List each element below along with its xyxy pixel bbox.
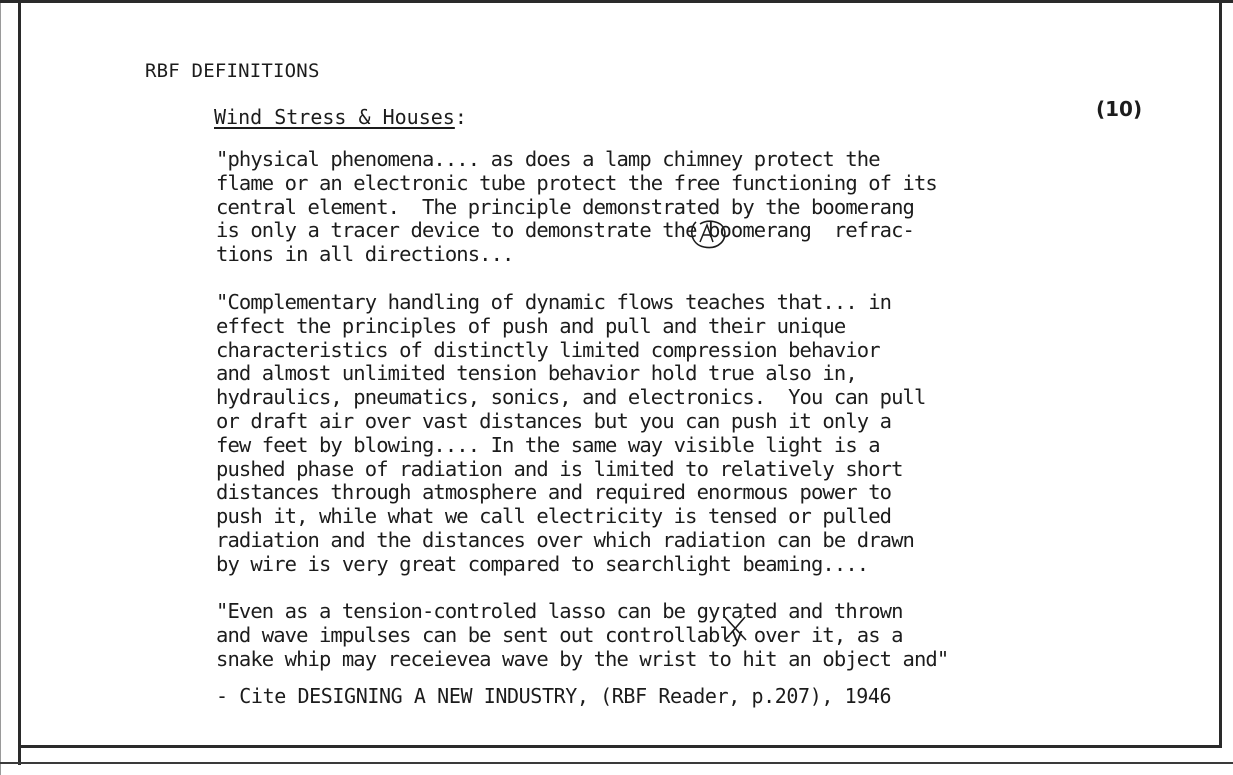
frame-top-border xyxy=(0,0,1233,3)
quote-paragraph-2 xyxy=(216,291,925,577)
quote-line: characteristics of distinctly limited compression behavior xyxy=(216,337,880,362)
citation-line: - Cite DESIGNING A NEW INDUSTRY, (RBF Reader, p.207), 1946 xyxy=(216,684,892,708)
page-title: RBF DEFINITIONS xyxy=(145,60,320,82)
section-heading xyxy=(214,105,467,129)
quote-line: is only a tracer device to demonstrate the boomerang refrac- xyxy=(216,218,914,243)
frame-right-border xyxy=(1219,0,1222,748)
quote-line: radiation and the distances over which radiation can be drawn xyxy=(216,527,914,552)
frame-outer-bottom-border xyxy=(0,762,1233,764)
quote-line: or draft air over vast distances but you can push it only a xyxy=(216,408,892,433)
quote-line: by wire is very great compared to searchlight beaming.... xyxy=(216,551,869,576)
quote-line: "Even as a tension-controled lasso can be gyrated and thrown xyxy=(216,599,903,623)
quote-line: snake whip may receievea wave by the wrist to hit an object and" xyxy=(216,646,949,671)
quote-line: central element. The principle demonstrated by the boomerang xyxy=(216,194,914,219)
section-heading-colon: : xyxy=(454,105,467,129)
quote-line: and almost unlimited tension behavior hold true also in, xyxy=(216,361,857,386)
quote-paragraph-1 xyxy=(216,148,937,267)
quote-line: "physical phenomena.... as does a lamp chimney protect the xyxy=(216,147,880,171)
frame-left-border xyxy=(18,0,21,765)
quote-line: tions in all directions... xyxy=(216,242,514,267)
frame-bottom-border xyxy=(18,745,1222,748)
quote-paragraph-3 xyxy=(216,600,948,671)
outer-edge-line xyxy=(0,0,1,775)
quote-line: hydraulics, pneumatics, sonics, and electronics. You can pull xyxy=(216,385,926,410)
quote-line: distances through atmosphere and required enormous power to xyxy=(216,480,892,505)
quote-line: and wave impulses can be sent out controllably over it, as a xyxy=(216,622,903,647)
quote-line: pushed phase of radiation and is limited to relatively short xyxy=(216,456,903,481)
page-number: (10) xyxy=(1096,97,1143,121)
quote-line: "Complementary handling of dynamic flows teaches that... in xyxy=(216,290,892,314)
quote-line: push it, while what we call electricity is tensed or pulled xyxy=(216,504,892,529)
section-heading-text: Wind Stress & Houses xyxy=(214,105,455,129)
quote-line: effect the principles of push and pull and their unique xyxy=(216,313,846,338)
quote-line: flame or an electronic tube protect the free functioning of its xyxy=(216,170,937,195)
quote-line: few feet by blowing.... In the same way visible light is a xyxy=(216,432,880,457)
